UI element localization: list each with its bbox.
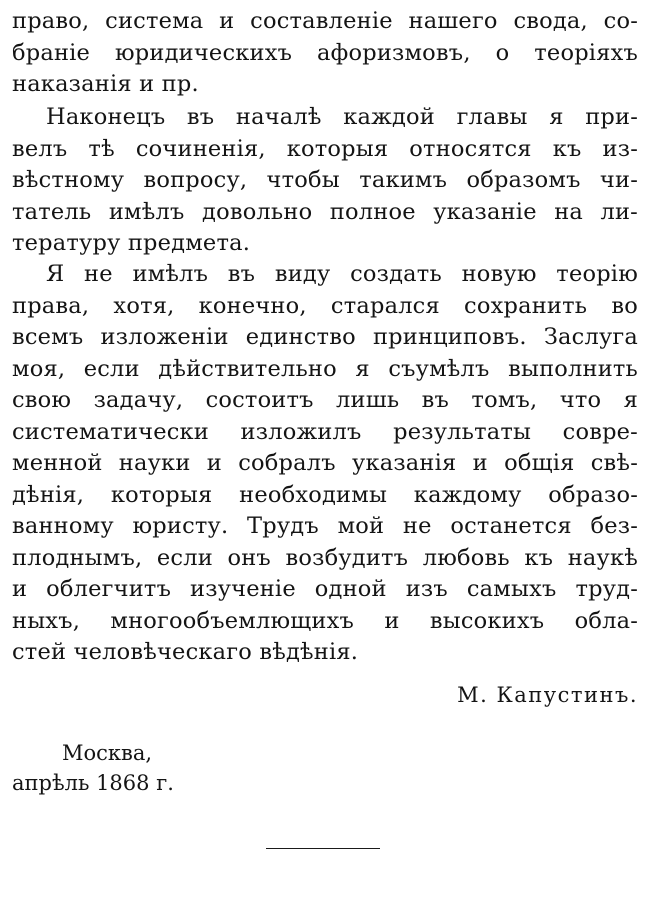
text-line: моя, если дѣйствительно я съумѣлъ выполнить [12, 355, 638, 382]
text-line: плоднымъ, если онъ возбудитъ любовь къ наукѣ [12, 544, 638, 571]
paragraph-2 [12, 102, 638, 260]
text-line: стей человѣческаго вѣдѣнія. [12, 639, 359, 665]
text-line: право, система и составленіе нашего свода, со- [12, 8, 638, 34]
text-line: и облегчитъ изученіе одной изъ самыхъ труд- [12, 576, 638, 602]
text-line: всемъ изложеніи единство принциповъ. Заслуга [12, 324, 638, 350]
text-line: браніе юридическихъ афоризмовъ, о теоріяхъ [12, 39, 638, 66]
text-line: права, хотя, конечно, старался сохранить во [12, 292, 638, 319]
text-line: Наконецъ въ началѣ каждой главы я при- [46, 104, 638, 130]
text-line: ванному юристу. Трудъ мой не останется без- [12, 513, 638, 539]
text-line: наказанія и пр. [12, 71, 199, 97]
place-name: Москва, [62, 741, 153, 765]
text-line: менной науки и собралъ указанія и общія свѣ- [12, 450, 638, 476]
place-and-date [12, 738, 174, 798]
paragraph-1 [12, 6, 638, 101]
author-signature: М. Капустинъ. [457, 683, 638, 707]
text-line: систематически изложилъ результаты совре- [12, 418, 638, 445]
paragraph-3 [12, 259, 638, 669]
closing-divider [266, 848, 380, 849]
text-line: тературу предмета. [12, 230, 251, 256]
text-line: велъ тѣ сочиненія, которыя относятся къ из- [12, 135, 638, 162]
date-line: апрѣль 1868 г. [12, 771, 174, 795]
text-line: татель имѣлъ довольно полное указаніе на ли- [12, 198, 638, 225]
text-line: ныхъ, многообъемлющихъ и высокихъ обла- [12, 607, 638, 634]
text-line: вѣстному вопросу, чтобы такимъ образомъ чи- [12, 167, 638, 193]
text-line: дѣнія, которыя необходимы каждому образо- [12, 481, 638, 508]
text-line: свою задачу, состоитъ лишь въ томъ, что я [12, 387, 638, 413]
text-line: Я не имѣлъ въ виду создать новую теорію [46, 261, 638, 287]
